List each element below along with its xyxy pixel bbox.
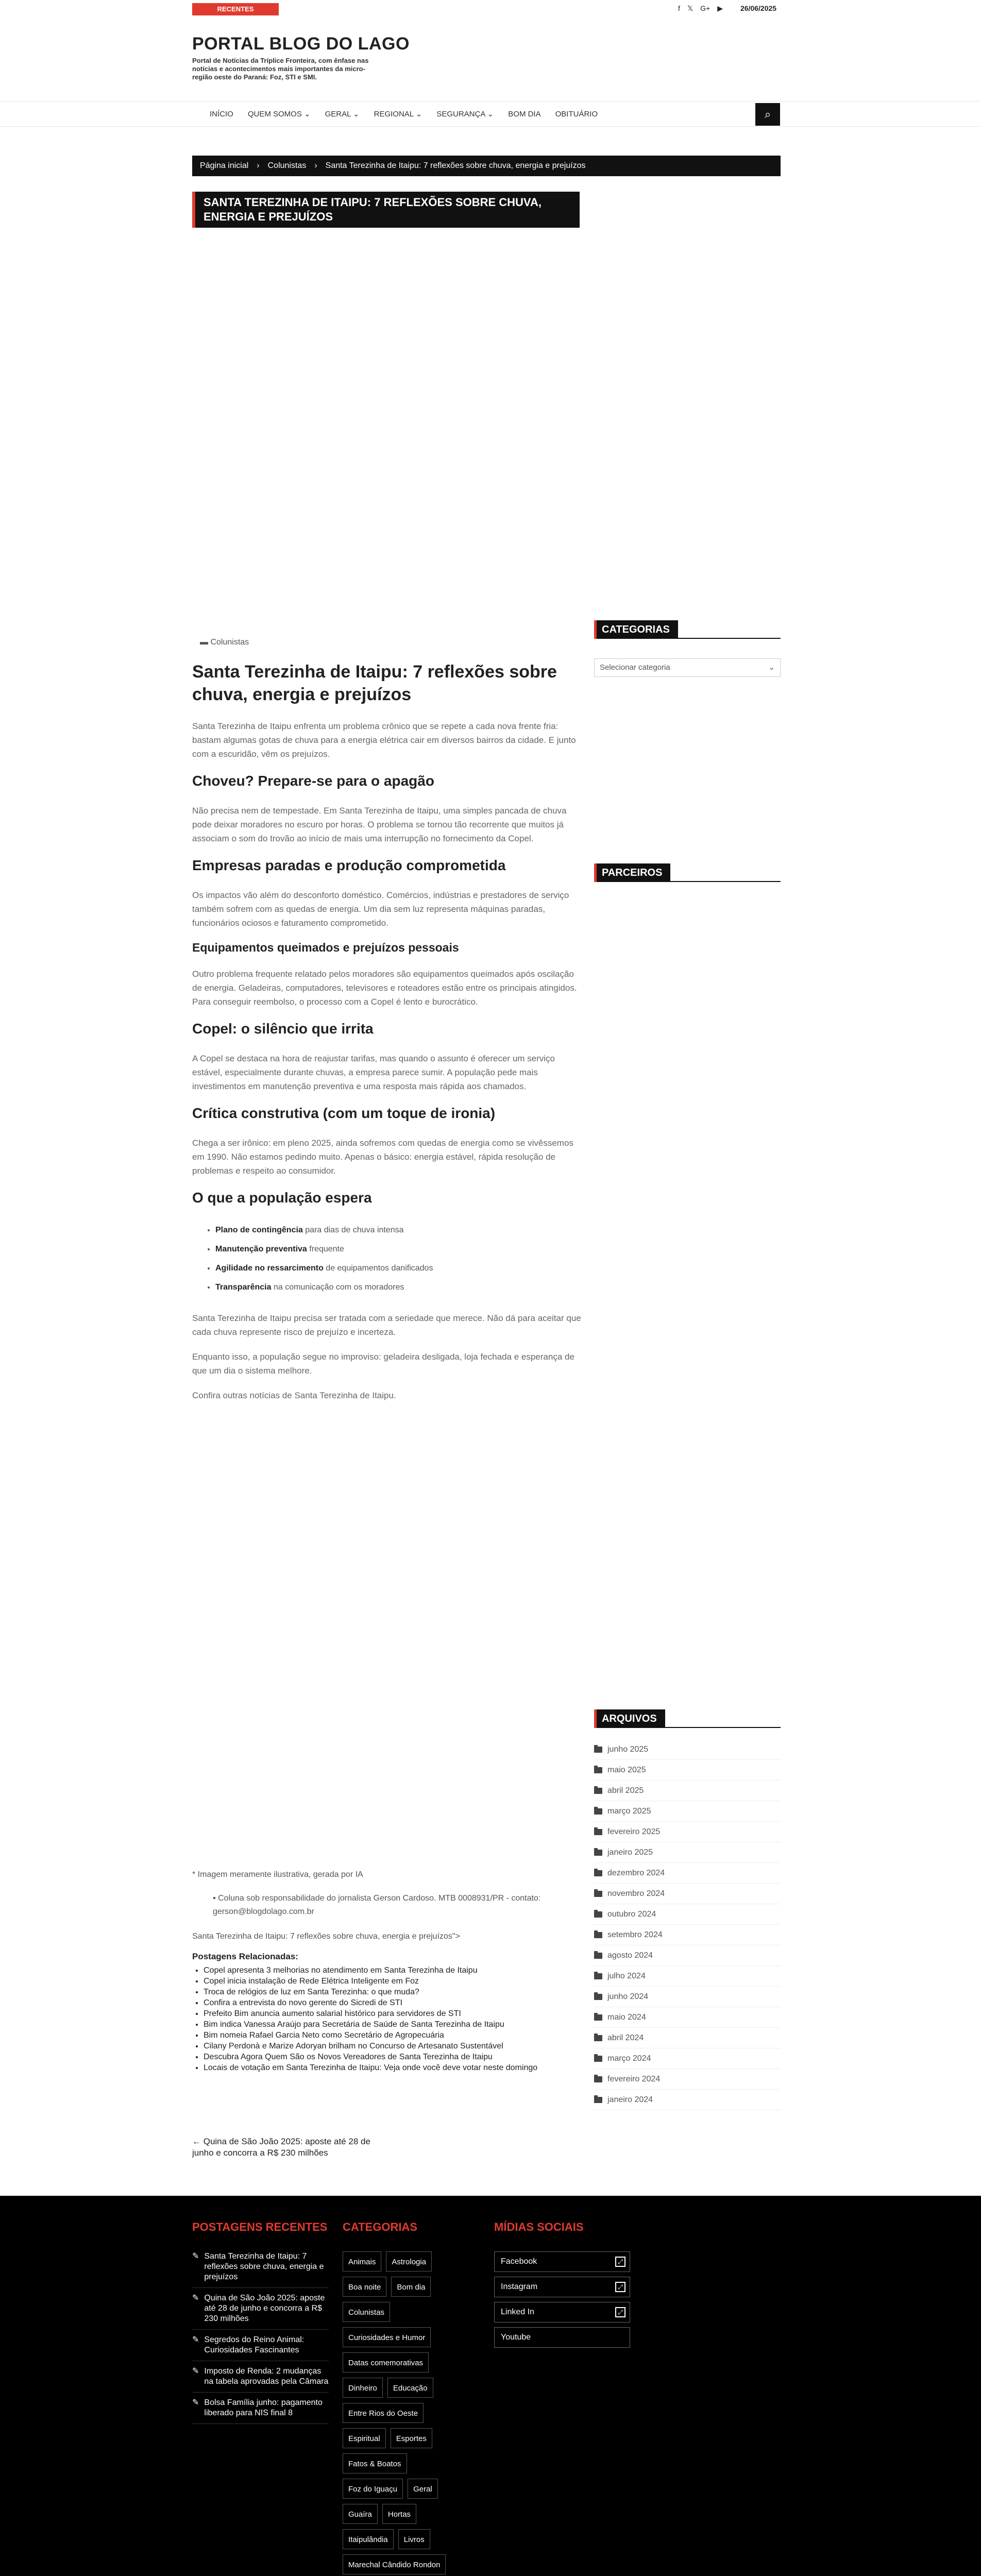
sidebar-heading-label: ARQUIVOS [594, 1709, 665, 1728]
related-link[interactable]: • Cilany Perdonà e Marize Adoryan brilham no Concurso de Artesanato Sustentável [204, 2041, 584, 2052]
twitter-x-icon[interactable]: 𝕏 [687, 4, 694, 12]
author-credit: ▪ Coluna sob responsabilidade do jornalista Gerson Cardoso. MTB 0008931/PR - contato: gerson@blogdolago.com.br [213, 1894, 541, 1916]
archive-item[interactable] [594, 1884, 781, 1904]
list-item-bold: Transparência [215, 1283, 272, 1292]
list-item-text: para dias de chuva intensa [302, 1226, 404, 1234]
archive-label[interactable]: março 2024 [607, 2054, 651, 2063]
archive-label[interactable]: junho 2025 [607, 1744, 649, 1754]
section-heading: Crítica construtiva (com um toque de ironia) [192, 1105, 496, 1121]
archive-label[interactable]: abril 2025 [607, 1786, 644, 1795]
list-item-text: na comunicação com os moradores [271, 1283, 404, 1292]
archive-item[interactable] [594, 1925, 781, 1945]
site-description: Portal de Notícias da Tríplice Fronteira, com ênfase nas notícias e acontecimentos mais importantes da micro-região oeste do Paraná: Foz, STI e SMI. [192, 57, 369, 81]
sidebar-archives-heading [594, 1709, 781, 1728]
external-link-icon: ⤢ [615, 2307, 625, 2317]
article-intro: Santa Terezinha de Itaipu enfrenta um problema crônico que se repete a cada nova frente fria: bastam algumas gotas de chuva para a energia elétrica cair em diversos bairros da cidade. E junto com a escuridão, vêm os prejuízos. [192, 721, 576, 759]
footer-tag-cloud [343, 2251, 451, 2576]
archive-item[interactable] [594, 1966, 781, 1987]
archive-item[interactable] [594, 1863, 781, 1884]
archive-label[interactable]: janeiro 2025 [607, 1848, 653, 1857]
archive-item[interactable] [594, 1987, 781, 2007]
social-link[interactable] [494, 2277, 630, 2297]
category-tag[interactable]: Espiritual [343, 2428, 386, 2448]
footer-recent-post[interactable] [192, 2361, 329, 2393]
edit-icon: ✎ [192, 2398, 199, 2407]
expectations-list [215, 1221, 584, 1297]
related-link[interactable]: • Copel apresenta 3 melhorias no atendimento em Santa Terezinha de Itaipu [204, 1965, 584, 1976]
external-link-icon: ⤢ [615, 2282, 625, 2292]
archive-label[interactable]: outubro 2024 [607, 1909, 656, 1919]
social-link-label[interactable]: Linked In [501, 2308, 534, 2316]
article-title: Santa Terezinha de Itaipu: 7 reflexões sobre chuva, energia e prejuízos [192, 662, 557, 704]
category-tag[interactable]: Itaipulândia [343, 2529, 394, 2549]
archive-label[interactable]: novembro 2024 [607, 1889, 665, 1898]
nav-item[interactable]: SEGURANÇA ⌄ [436, 110, 494, 118]
category-select-value: Selecionar categoria [600, 663, 670, 672]
top-bar [0, 0, 981, 16]
social-icons [678, 4, 723, 13]
folder-icon [594, 1767, 602, 1773]
site-title[interactable]: PORTAL BLOG DO LAGO [192, 34, 410, 54]
breadcrumb-home[interactable]: Página inicial [200, 161, 249, 170]
archive-label[interactable]: fevereiro 2024 [607, 2074, 661, 2083]
folder-icon [594, 2097, 602, 2103]
archive-item[interactable] [594, 2069, 781, 2090]
archive-label[interactable]: janeiro 2024 [607, 2095, 653, 2104]
paragraph: Chega a ser irônico: em pleno 2025, ainda sofremos com quedas de energia como se vivêssemos em 1990. Não estamos pedindo muito. Apenas o básico: energia estável, rápida resolução de problemas e respeito ao consumidor. [192, 1138, 573, 1176]
recent-badge[interactable]: RECENTES [192, 3, 279, 15]
current-date: 26/06/2025 [740, 4, 777, 12]
archive-label[interactable]: maio 2024 [607, 2012, 646, 2022]
folder-icon: ▬ [200, 638, 211, 647]
category-tag[interactable]: Foz do Iguaçu [343, 2479, 403, 2499]
category-tag[interactable]: Datas comemorativas [343, 2352, 429, 2372]
archive-item[interactable] [594, 2007, 781, 2028]
previous-post-link[interactable]: ← Quina de São João 2025: aposte até 28 de junho e concorra a R$ 230 milhões [192, 2137, 370, 2158]
article-category[interactable] [200, 638, 584, 647]
folder-icon [594, 2035, 602, 2041]
folder-icon [594, 1788, 602, 1794]
footer-social-links [494, 2251, 630, 2352]
category-tag[interactable]: Dinheiro [343, 2378, 383, 2398]
footer-recent-post-title[interactable]: Segredos do Reino Animal: Curiosidades Fascinantes [204, 2335, 305, 2354]
paragraph: Os impactos vão além do desconforto doméstico. Comércios, indústrias e prestadores de serviço também sofrem com as quedas de energia. Um dia sem luz representa máquinas paradas, funcionários ociosos e faturamento comprometido. [192, 890, 569, 928]
archive-item[interactable] [594, 1904, 781, 1925]
google-plus-icon[interactable]: G+ [700, 4, 711, 12]
folder-icon [594, 1850, 602, 1856]
social-link-label[interactable]: Youtube [501, 2333, 531, 2342]
archive-label[interactable]: abril 2024 [607, 2033, 644, 2042]
paragraph: Santa Terezinha de Itaipu precisa ser tratada com a seriedade que merece. Não dá para aceitar que cada chuva represente risco de prejuízo e incerteza. [192, 1313, 581, 1337]
category-tag[interactable]: Curiosidades e Humor [343, 2327, 431, 2347]
external-link-icon: ⤢ [615, 2257, 625, 2267]
archive-item[interactable] [594, 2028, 781, 2048]
related-link[interactable]: • Copel inicia instalação de Rede Elétrica Inteligente em Foz [204, 1976, 584, 1987]
list-item-bold: Agilidade no ressarcimento [215, 1264, 324, 1273]
footer [0, 2196, 981, 2576]
footer-recent-posts [192, 2246, 329, 2424]
related-link[interactable]: • Descubra Agora Quem São os Novos Vereadores de Santa Terezinha de Itaipu [204, 2052, 584, 2062]
folder-icon [594, 1829, 602, 1835]
folder-icon [594, 1973, 602, 1979]
footer-recent-post-title[interactable]: Quina de São João 2025: aposte até 28 de junho e concorra a R$ 230 milhões [204, 2294, 325, 2323]
category-tag[interactable]: Guaíra [343, 2504, 378, 2524]
category-tag[interactable]: Geral [408, 2479, 438, 2499]
archive-item[interactable] [594, 2048, 781, 2069]
social-link[interactable] [494, 2251, 630, 2272]
paragraph-link[interactable]: Confira outras notícias de Santa Terezinha de Itaipu. [192, 1391, 396, 1400]
article-category-label[interactable]: Colunistas [210, 638, 249, 647]
archive-item[interactable] [594, 1801, 781, 1822]
edit-icon: ✎ [192, 2252, 199, 2261]
archive-item[interactable] [594, 2090, 781, 2110]
archive-label[interactable]: junho 2024 [607, 1992, 649, 2001]
paragraph: A Copel se destaca na hora de reajustar tarifas, mas quando o assunto é oferecer um serviço estável, especialmente durante chuvas, a empresa parece sumir. A população pede mais investimentos em manutenção preventiva e uma resposta mais rápida aos chamados. [192, 1054, 555, 1091]
list-item-bold: Plano de contingência [215, 1226, 303, 1234]
folder-icon [594, 1953, 602, 1959]
archive-label[interactable]: setembro 2024 [607, 1930, 663, 1939]
footer-recent-heading: POSTAGENS RECENTES [192, 2221, 328, 2233]
nav-item[interactable]: GERAL ⌄ [325, 110, 360, 118]
related-title: Postagens Relacionadas: [192, 1952, 298, 1961]
breadcrumb-category[interactable]: Colunistas [267, 161, 307, 170]
folder-icon [594, 2056, 602, 2062]
footer-categories-heading: CATEGORIAS [343, 2221, 418, 2233]
article [192, 638, 584, 1413]
list-item-text: frequente [307, 1245, 344, 1253]
folder-icon [594, 1891, 602, 1897]
related-link[interactable]: • Bim nomeia Rafael Garcia Neto como Secretário de Agropecuária [204, 2030, 584, 2041]
footer-recent-post-title[interactable]: Imposto de Renda: 2 mudanças na tabela aprovadas pela Câmara [204, 2367, 329, 2386]
section-heading: Empresas paradas e produção comprometida [192, 857, 506, 873]
edit-icon: ✎ [192, 2294, 199, 2302]
chevron-down-icon: ⌄ [768, 663, 775, 672]
legacy-link: Santa Terezinha de Itaipu: 7 reflexões sobre chuva, energia e prejuízos"> [192, 1932, 460, 1941]
category-tag[interactable]: Bom dia [391, 2277, 431, 2297]
nav-item[interactable]: OBITUÁRIO [555, 110, 598, 118]
list-item [215, 1221, 584, 1240]
category-tag[interactable]: Educação [387, 2378, 433, 2398]
category-tag[interactable]: Livros [398, 2529, 430, 2549]
chevron-right-icon: › [257, 161, 260, 170]
section-heading: O que a população espera [192, 1190, 372, 1206]
related-link[interactable]: • Troca de relógios de luz em Santa Terezinha: o que muda? [204, 1987, 584, 1997]
breadcrumb [192, 156, 781, 176]
footer-recent-post[interactable] [192, 2330, 329, 2361]
category-tag[interactable]: Colunistas [343, 2302, 390, 2322]
main-nav [0, 101, 981, 127]
archive-item[interactable] [594, 1945, 781, 1966]
sidebar-heading-label: CATEGORIAS [594, 620, 678, 639]
archive-label[interactable]: maio 2025 [607, 1765, 646, 1774]
related-list [204, 1965, 584, 2073]
sidebar-partners-heading [594, 863, 781, 882]
footer-recent-post-title[interactable]: Bolsa Família junho: pagamento liberado para NIS final 8 [204, 2398, 323, 2417]
archive-item[interactable] [594, 1781, 781, 1801]
nav-item[interactable]: REGIONAL ⌄ [374, 110, 422, 118]
search-icon[interactable]: ⌕ [755, 103, 780, 126]
image-note: * Imagem meramente ilustrativa, gerada por IA [192, 1870, 363, 1879]
folder-icon [594, 1808, 602, 1815]
related-link[interactable]: • Locais de votação em Santa Terezinha de Itaipu: Veja onde você deve votar neste domingo [204, 2062, 584, 2073]
archive-label[interactable]: fevereiro 2025 [607, 1827, 661, 1836]
category-tag[interactable]: Entre Rios do Oeste [343, 2403, 424, 2423]
nav-item[interactable]: INÍCIO [210, 110, 233, 118]
category-tag[interactable]: Fatos & Boatos [343, 2453, 407, 2473]
social-link-label[interactable]: Instagram [501, 2282, 538, 2291]
category-tag[interactable]: Esportes [391, 2428, 432, 2448]
category-select[interactable] [594, 658, 781, 677]
archive-label[interactable]: agosto 2024 [607, 1951, 653, 1960]
folder-icon [594, 1994, 602, 2000]
social-link-label[interactable]: Facebook [501, 2257, 537, 2266]
archive-item[interactable] [594, 1760, 781, 1781]
edit-icon: ✎ [192, 2367, 199, 2376]
social-link[interactable] [494, 2327, 630, 2348]
folder-icon [594, 2014, 602, 2021]
archive-item[interactable] [594, 1842, 781, 1863]
list-item [215, 1259, 584, 1278]
archive-item[interactable] [594, 1739, 781, 1760]
category-tag[interactable]: Marechal Cândido Rondon [343, 2554, 446, 2574]
folder-icon [594, 1932, 602, 1938]
archive-label[interactable]: dezembro 2024 [607, 1868, 665, 1877]
list-item [215, 1278, 584, 1297]
chevron-right-icon: › [314, 161, 317, 170]
archive-list [594, 1739, 781, 2110]
author-credit-text: Coluna sob responsabilidade do jornalista Gerson Cardoso. MTB 0008931/PR - contato: gerson@blogdolago.com.br [213, 1894, 541, 1916]
folder-icon [594, 2076, 602, 2082]
section-heading: Copel: o silêncio que irrita [192, 1021, 374, 1037]
related-link[interactable]: • Confira a entrevista do novo gerente do Sicredi de STI [204, 1997, 584, 2008]
category-tag[interactable]: Astrologia [386, 2251, 432, 2272]
archive-item[interactable] [594, 1822, 781, 1842]
footer-recent-post-title[interactable]: Santa Terezinha de Itaipu: 7 reflexões sobre chuva, energia e prejuízos [204, 2252, 324, 2281]
paragraph: Outro problema frequente relatado pelos moradores são equipamentos queimados após oscilação de energia. Geladeiras, computadores, televisores e roteadores estão entre os principais atingidos. Para conseguir reembolso, o processo com a Copel é lento e burocrático. [192, 969, 577, 1007]
nav-item[interactable]: QUEM SOMOS ⌄ [247, 110, 311, 118]
archive-label[interactable]: julho 2024 [607, 1971, 646, 1980]
article-meta [192, 1870, 584, 2073]
folder-icon [594, 1747, 602, 1753]
youtube-icon[interactable]: ▶ [717, 4, 723, 12]
sidebar-categories-heading [594, 620, 781, 639]
category-tag[interactable]: Hortas [382, 2504, 416, 2524]
section-heading: Equipamentos queimados e prejuízos pessoais [192, 941, 459, 954]
facebook-icon[interactable]: f [678, 4, 680, 12]
paragraph: Enquanto isso, a população segue no improviso: geladeira desligada, loja fechada e esperança de que um dia o sistema melhore. [192, 1352, 574, 1376]
category-tag[interactable]: Animais [343, 2251, 381, 2272]
paragraph: Não precisa nem de tempestade. Em Santa Terezinha de Itaipu, uma simples pancada de chuva pode deixar moradores no escuro por horas. O problema se tornou tão recorrente que muitos já associam o som do trovão ao início de mais uma interrupção no fornecimento da Copel. [192, 806, 567, 843]
page-title: SANTA TEREZINHA DE ITAIPU: 7 REFLEXÕES SOBRE CHUVA, ENERGIA E PREJUÍZOS [192, 192, 580, 228]
list-item-text: de equipamentos danificados [323, 1264, 433, 1273]
footer-recent-post[interactable] [192, 2246, 329, 2288]
list-item-bold: Manutenção preventiva [215, 1245, 307, 1253]
nav-item[interactable]: BOM DIA [508, 110, 541, 118]
related-link[interactable]: • Prefeito Bim anuncia aumento salarial histórico para servidores de STI [204, 2008, 584, 2019]
section-heading: Choveu? Prepare-se para o apagão [192, 773, 434, 789]
folder-icon [594, 1870, 602, 1876]
related-link[interactable]: • Bim indica Vanessa Araújo para Secretária de Saúde de Santa Terezinha de Itaipu [204, 2019, 584, 2030]
breadcrumb-current: Santa Terezinha de Itaipu: 7 reflexões sobre chuva, energia e prejuízos [325, 161, 586, 170]
sidebar-heading-label: PARCEIROS [594, 863, 670, 882]
social-link[interactable] [494, 2302, 630, 2323]
archive-label[interactable]: março 2025 [607, 1806, 651, 1816]
category-tag[interactable]: Boa noite [343, 2277, 386, 2297]
footer-recent-post[interactable] [192, 2393, 329, 2424]
edit-icon: ✎ [192, 2335, 199, 2344]
list-item [215, 1240, 584, 1259]
footer-social-heading: MÍDIAS SOCIAIS [494, 2221, 584, 2233]
footer-recent-post[interactable] [192, 2288, 329, 2330]
folder-icon [594, 1911, 602, 1918]
